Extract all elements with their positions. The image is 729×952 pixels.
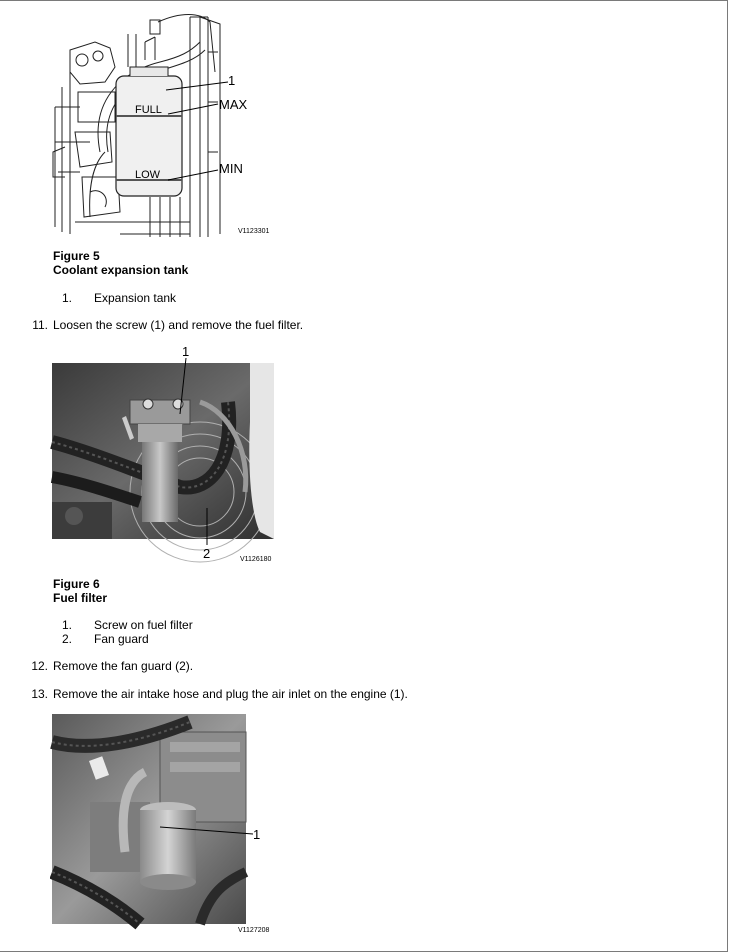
legend-text: Expansion tank bbox=[94, 291, 177, 305]
legend-number: 1. bbox=[61, 291, 72, 305]
figure-caption: Fuel filter bbox=[53, 591, 108, 605]
image-code: V1126180 bbox=[240, 556, 272, 563]
legend-text: Fan guard bbox=[94, 632, 149, 646]
figure-caption: Coolant expansion tank bbox=[53, 263, 189, 277]
callout-1: 1 bbox=[253, 827, 261, 842]
image-code: V1123301 bbox=[238, 228, 270, 235]
step-text: Loosen the screw (1) and remove the fuel filter. bbox=[53, 318, 304, 332]
step-number: 11. bbox=[32, 318, 48, 332]
fuel-filter-photo bbox=[50, 342, 280, 567]
legend-text: Screw on fuel filter bbox=[94, 618, 193, 632]
figure-title: Figure 5 bbox=[53, 249, 100, 263]
step-number: 13. bbox=[31, 687, 48, 701]
legend-number: 1. bbox=[61, 618, 72, 632]
label-max: MAX bbox=[219, 97, 248, 112]
callout-2: 2 bbox=[203, 546, 211, 561]
label-low: LOW bbox=[135, 169, 161, 181]
image-code: V1127208 bbox=[238, 927, 270, 934]
step-text: Remove the air intake hose and plug the air inlet on the engine (1). bbox=[53, 687, 408, 701]
callout-1: 1 bbox=[228, 73, 236, 88]
step-number: 12. bbox=[31, 659, 48, 673]
callout-1: 1 bbox=[182, 344, 190, 359]
legend-number: 2. bbox=[61, 632, 72, 646]
step-text: Remove the fan guard (2). bbox=[53, 659, 194, 673]
label-full: FULL bbox=[135, 104, 162, 116]
coolant-tank-drawing bbox=[50, 12, 290, 244]
air-inlet-photo bbox=[50, 712, 280, 938]
figure-title: Figure 6 bbox=[53, 577, 100, 591]
label-min: MIN bbox=[219, 161, 243, 176]
